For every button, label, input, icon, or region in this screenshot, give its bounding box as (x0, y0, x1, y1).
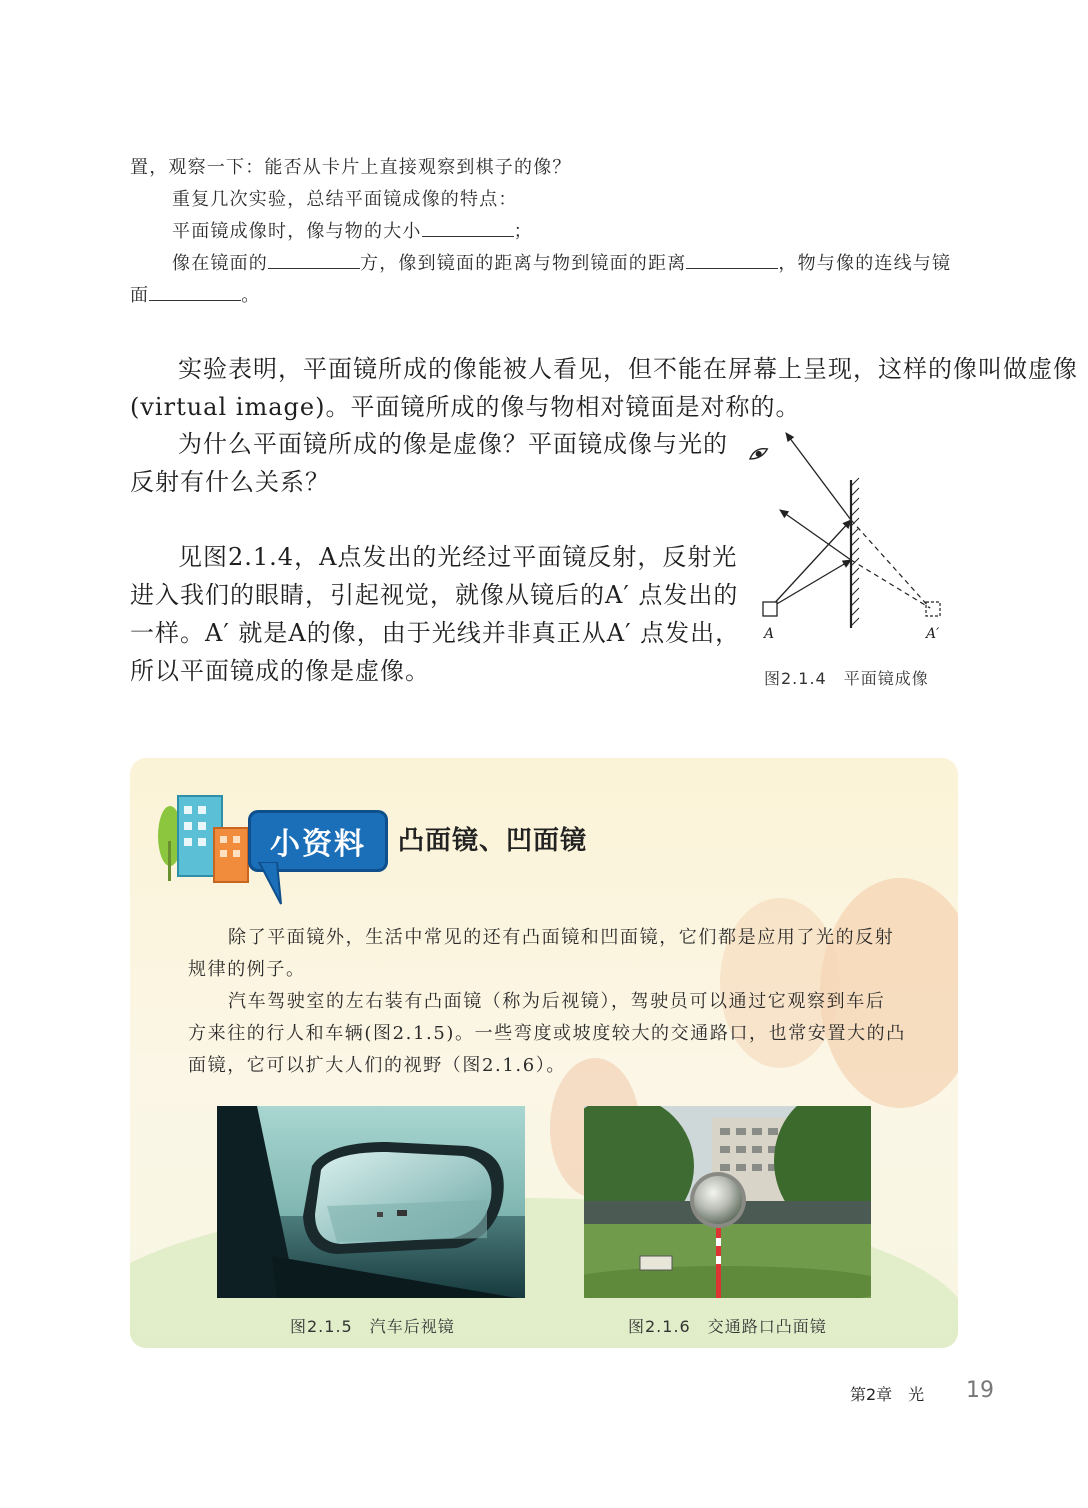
photo-car-mirror (217, 1106, 525, 1298)
virtual-ray-2 (851, 560, 930, 608)
paragraph-question (130, 425, 730, 501)
object-a (763, 602, 777, 616)
plane-mirror-diagram (738, 428, 960, 648)
paragraph-3-line-2: 进入我们的眼睛，引起视觉，就像从镜后的A′ 点发出的 (130, 581, 739, 609)
books-icon (150, 786, 260, 886)
info-para-2-line-2: 方来往的行人和车辆(图2.1.5)。一些弯度或坡度较大的交通路口，也常安置大的凸 (188, 1023, 906, 1044)
info-text (188, 922, 918, 1082)
info-para-2-line-3: 面镜，它可以扩大人们的视野（图2.1.6）。 (188, 1055, 566, 1076)
experiment-line-2: 重复几次实验，总结平面镜成像的特点： (172, 189, 518, 210)
experiment-line-3 (130, 216, 960, 248)
paragraph-2-line-1: 为什么平面镜所成的像是虚像？平面镜成像与光的 (178, 430, 728, 458)
mirror-hatching (851, 478, 859, 626)
info-title: 凸面镜、凹面镜 (398, 826, 588, 856)
distance-question-text: 方，像到镜面的距离与物到镜面的距离 (360, 253, 687, 274)
label-a: A (764, 626, 775, 642)
chapter-label: 第2章 光 (850, 1385, 925, 1404)
position-blank (268, 248, 360, 269)
line-blank (149, 280, 241, 301)
size-question-end: ； (513, 221, 533, 242)
paragraph-1-line-1: 实验表明，平面镜所成的像能被人看见，但不能在屏幕上呈现，这样的像叫做虚像 (178, 355, 1078, 383)
speech-tail (255, 862, 295, 906)
paragraph-virtual-image (130, 350, 1078, 426)
info-para-1-line-2: 规律的例子。 (188, 959, 306, 980)
paragraph-2-line-2: 反射有什么关系？ (130, 468, 330, 496)
label-a-prime: A′ (926, 626, 940, 642)
paragraph-explanation (130, 538, 741, 690)
paragraph-1-line-2: (virtual image)。平面镜所成的像与物相对镜面是对称的。 (130, 393, 801, 421)
reflected-ray-2 (780, 510, 851, 560)
paragraph-3-line-1: 见图2.1.4，A点发出的光经过平面镜反射，反射光 (178, 543, 738, 571)
paragraph-3-line-4: 所以平面镜成的像是虚像。 (130, 657, 430, 685)
figure-2-1-5-caption: 图2.1.5 汽车后视镜 (290, 1317, 455, 1336)
figure-2-1-6-caption: 图2.1.6 交通路口凸面镜 (628, 1317, 827, 1336)
experiment-block (130, 152, 960, 312)
experiment-line-1: 置，观察一下：能否从卡片上直接观察到棋子的像？ (130, 157, 572, 178)
line-question-end: 。 (241, 285, 261, 306)
photo-traffic-mirror (584, 1106, 871, 1298)
experiment-line-5 (130, 280, 960, 312)
virtual-ray-1 (851, 520, 930, 608)
line-question-cont: 面 (130, 285, 150, 306)
info-para-2-line-1: 汽车驾驶室的左右装有凸面镜（称为后视镜），驾驶员可以通过它观察到车后 (228, 991, 886, 1012)
incident-ray-1 (770, 520, 851, 608)
position-question-text: 像在镜面的 (172, 253, 268, 274)
eye-icon (748, 445, 769, 461)
incident-ray-2 (770, 560, 851, 608)
page-number: 19 (966, 1378, 994, 1403)
experiment-line-4 (130, 248, 960, 280)
info-tag: 小资料 (248, 810, 388, 872)
distance-blank (686, 248, 778, 269)
line-question-text: ，物与像的连线与镜 (778, 253, 952, 274)
figure-2-1-4-caption: 图2.1.4 平面镜成像 (764, 669, 929, 688)
image-a-prime (926, 602, 940, 616)
paragraph-3-line-3: 一样。A′ 就是A的像，由于光线并非真正从A′ 点发出， (130, 619, 741, 647)
size-question-text: 平面镜成像时，像与物的大小 (172, 221, 422, 242)
reflected-ray-1 (786, 433, 851, 520)
figure-plane-mirror (738, 428, 960, 648)
size-blank (422, 216, 514, 237)
info-para-1-line-1: 除了平面镜外，生活中常见的还有凸面镜和凹面镜，它们都是应用了光的反射 (228, 927, 895, 948)
